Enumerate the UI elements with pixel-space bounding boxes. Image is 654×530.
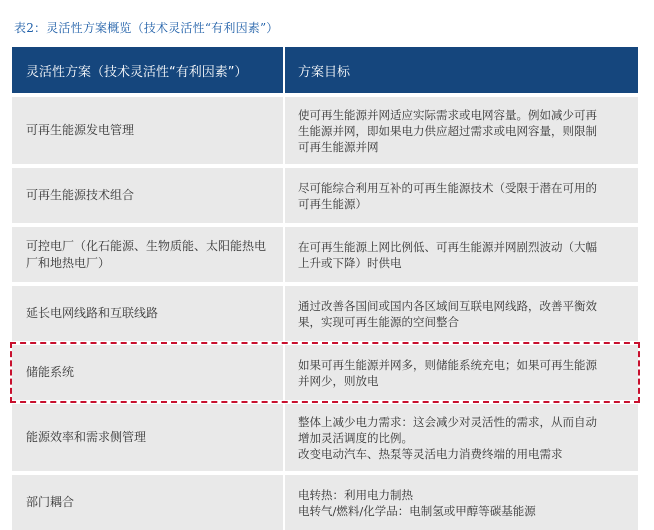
goal-cell (285, 475, 638, 530)
goal-text: 生能源并网，即如果电力供应超过需求或电网容量，则限制 (298, 123, 597, 138)
goal-text: 果，实现可再生能源的空间整合 (298, 314, 459, 329)
table-row (12, 97, 638, 164)
header-option: 灵活性方案（技术灵活性“有利因素”） (12, 47, 285, 93)
table-row (12, 227, 638, 282)
goal-text: 尽可能综合利用互补的可再生能源技术（受限于潜在可用的 (298, 180, 597, 195)
option-cell (12, 227, 285, 282)
option-cell (12, 404, 285, 471)
option-cell (12, 286, 285, 341)
goal-text: 通过改善各国间或国内各区域间互联电网线路，改善平衡效 (298, 298, 597, 313)
goal-text: 在可再生能源上网比例低、可再生能源并网剧烈波动（大幅 (298, 239, 597, 254)
goal-text: 上升或下降）时供电 (298, 255, 402, 270)
option-cell (12, 345, 285, 400)
goal-text: 改变电动汽车、热泵等灵活电力消费终端的用电需求 (298, 446, 563, 461)
option-cell (12, 168, 285, 223)
option-text: 电厂和地热电厂） (26, 238, 267, 270)
goal-cell (285, 286, 638, 341)
header-goal: 方案目标 (298, 64, 351, 80)
goal-cell (285, 168, 638, 223)
table-caption: 表2：灵活性方案概览（技术灵活性“有利因素”） (14, 21, 279, 35)
goal-text: 增加灵活调度的比例。 (298, 430, 413, 445)
goal-text: 并网少，则放电 (298, 373, 379, 388)
option-text: 部门耦合 (26, 495, 75, 509)
goal-cell (285, 97, 638, 164)
table-row (12, 475, 638, 530)
flexibility-options-table (12, 47, 638, 530)
table-row (12, 168, 638, 223)
goal-text: 如果可再生能源并网多，则储能系统充电；如果可再生能源 (298, 357, 597, 372)
table-body (12, 97, 638, 530)
table-row (12, 286, 638, 341)
option-text: 能源效率和需求侧管理 (26, 430, 147, 444)
option-text: 可再生能源发电管理 (26, 123, 135, 137)
goal-cell (285, 227, 638, 282)
goal-text: 可再生能源） (298, 196, 367, 211)
goal-text: 电转气/燃料/化学品：电制氢或甲醇等碳基能源 (298, 503, 536, 518)
goal-text: 可再生能源并网 (298, 139, 379, 154)
table-row (12, 404, 638, 471)
option-text: 延长电网线路和互联线路 (26, 306, 159, 320)
table-header (12, 47, 638, 93)
goal-text: 整体上减少电力需求：这会减少对灵活性的需求，从而自动 (298, 414, 597, 429)
option-cell (12, 97, 285, 164)
goal-cell (285, 404, 638, 471)
goal-text: 使可再生能源并网适应实际需求或电网容量。例如减少可再 (298, 107, 597, 122)
option-text: 储能系统 (26, 365, 75, 379)
table-row (12, 345, 638, 400)
option-text: 可控电厂（化石能源、生物质能、太阳能热 (26, 238, 255, 253)
goal-text: 电转热：利用电力制热 (298, 487, 413, 502)
goal-cell (285, 345, 638, 400)
option-cell (12, 475, 285, 530)
option-text: 可再生能源技术组合 (26, 188, 135, 202)
